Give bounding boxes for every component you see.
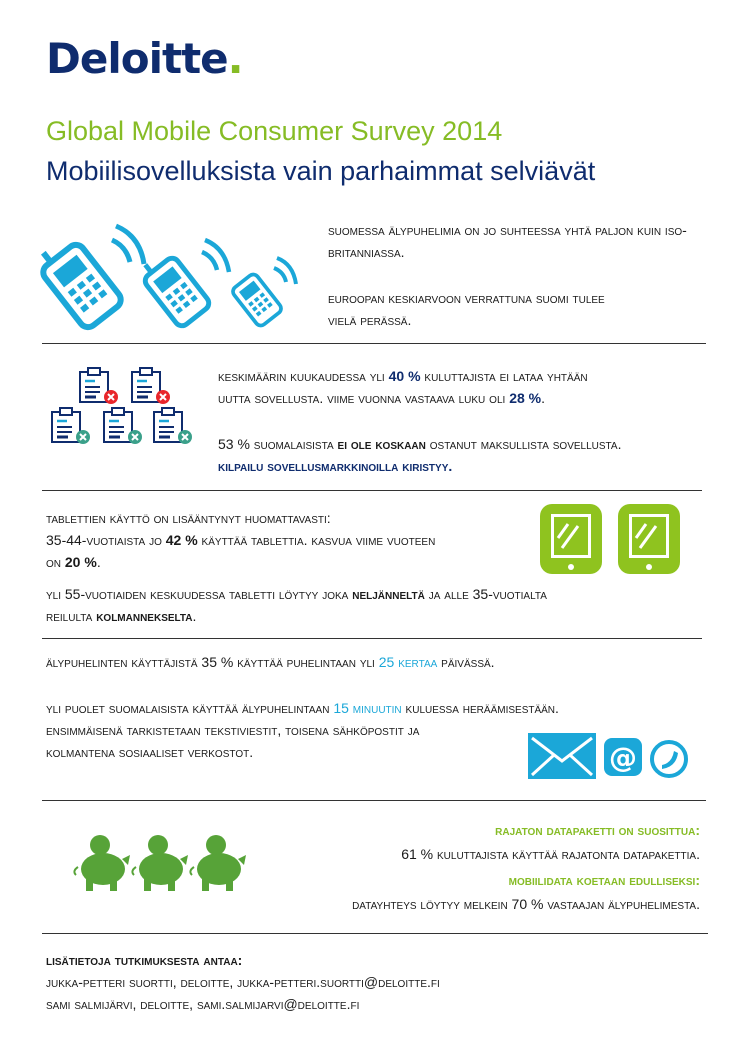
phone-handset-icon <box>652 742 686 776</box>
section4-text-2: yli puolet suomalaisista käyttää älypuhelintaan 15 minuutin kuluessa heräämisestään. ensimmäisenä tarkistetaan tekstiviestit, toisena sähköpostit ja kolmantena sosiaaliset verkostot. <box>46 700 559 760</box>
divider <box>42 490 702 491</box>
tablet-icon <box>540 504 602 574</box>
section1-text-2: euroopan keskiarvoon verrattuna suomi tulee vielä perässä. <box>328 290 605 328</box>
divider <box>42 638 702 639</box>
contact-info <box>46 949 706 1015</box>
at-sign-icon <box>604 738 642 776</box>
clipboards-icon <box>50 366 200 446</box>
section2-text-2: 53 % suomalaisista ei ole koskaan ostanut maksullista sovellusta. kilpailu sovellusmarkkinoilla kiristyy. <box>218 436 622 474</box>
mobile-phones-icon <box>42 228 302 338</box>
contact-person-1: jukka-petteri suortti, deloitte, jukka-petteri.suortti@deloitte.fi <box>46 974 440 990</box>
section5-text: rajaton datapaketti on suosittua: 61 % kuluttajista käyttää rajatonta datapakettia. mobiilidata koetaan edulliseksi: datayhteys löytyy melkein 70 % vastaajan älypuhelimesta. <box>352 822 700 912</box>
contact-person-2: sami salmijärvi, deloitte, sami.salmijarvi@deloitte.fi <box>46 996 360 1012</box>
tablet-icon <box>618 504 680 574</box>
envelope-icon <box>528 733 596 779</box>
page-title: Global Mobile Consumer Survey 2014 <box>46 116 503 146</box>
section3-text-2: yli 55-vuotiaiden keskuudessa tabletti löytyy joka neljänneltä ja alle 35-vuotialta reilulta kolmannekselta. <box>46 586 547 624</box>
mobile-phone-signal-icon <box>32 232 124 331</box>
svg-text:@: @ <box>609 741 637 774</box>
page-subtitle: Mobiilisovelluksista vain parhaimmat selviävät <box>46 156 596 186</box>
divider <box>42 800 706 801</box>
piggy-bank-icon <box>190 835 246 891</box>
piggy-bank-icon <box>132 835 188 891</box>
communication-icons <box>528 733 698 783</box>
piggy-bank-icon <box>74 835 130 891</box>
section3-text-1: tablettien käyttö on lisääntynyt huomattavasti: 35-44-vuotiaista jo 42 % käyttää tablettia. kasvua viime vuoteen on 20 %. <box>46 510 436 570</box>
section2-text-1: keskimäärin kuukaudessa yli 40 % kuluttajista ei lataa yhtään uutta sovellusta. viime vuonna vastaava luku oli 28 %. <box>218 368 588 406</box>
deloitte-logo: Deloitte. <box>46 34 243 83</box>
piggy-banks-icon <box>70 827 250 897</box>
divider <box>42 343 706 344</box>
divider <box>42 933 708 934</box>
section1-text-1: suomessa älypuhelimia on jo suhteessa yhtä paljon kuin iso-britanniassa. <box>328 222 687 260</box>
tablets-icon <box>540 504 690 576</box>
contact-heading: lisätietoja tutkimuksesta antaa: <box>46 952 243 968</box>
section4-text-1: älypuhelinten käyttäjistä 35 % käyttää puhelintaan yli 25 kertaa päivässä. <box>46 654 495 670</box>
